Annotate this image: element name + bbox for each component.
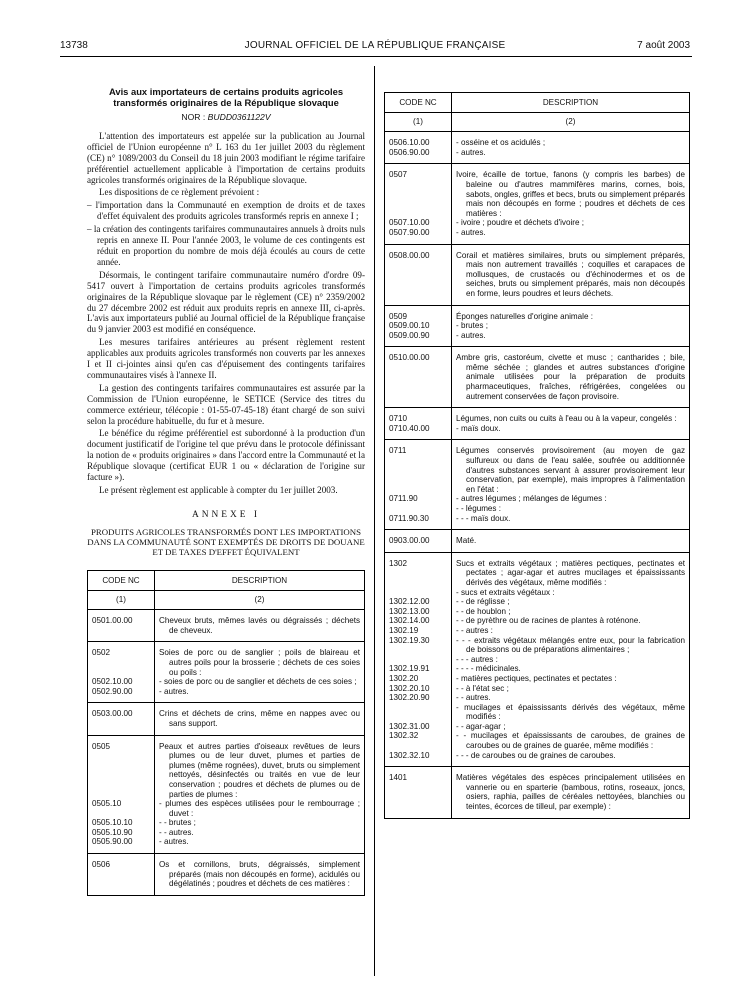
table-row — [385, 408, 690, 424]
nc-description-text: - - - maïs doux. — [456, 513, 511, 523]
nc-code — [385, 588, 452, 598]
nc-code: 1302.32.10 — [385, 751, 452, 767]
table-row — [88, 642, 365, 677]
nc-description — [452, 636, 690, 655]
journal-title: JOURNAL OFFICIEL DE LA RÉPUBLIQUE FRANÇAISE — [244, 40, 506, 51]
nc-description — [155, 642, 365, 677]
nc-description — [452, 504, 690, 514]
nc-description-text: Éponges naturelles d'origine animale : — [456, 311, 593, 321]
table-row — [385, 636, 690, 655]
nc-description — [155, 799, 365, 818]
nc-description-text: - - légumes : — [456, 504, 501, 513]
nc-description — [155, 854, 365, 896]
header-rule — [60, 56, 692, 57]
nc-description-text: - brutes ; — [456, 321, 488, 331]
description-header: DESCRIPTION — [452, 93, 690, 113]
nc-code: 0506.10.00 — [385, 132, 452, 148]
nc-code: 0502.90.00 — [88, 687, 155, 703]
table-row — [88, 677, 365, 687]
nc-description-text: - autres. — [159, 686, 189, 696]
table-header-row — [88, 571, 365, 591]
nc-code: 0509.00.90 — [385, 331, 452, 347]
table-subheader-row — [88, 590, 365, 610]
table-row — [88, 837, 365, 853]
nc-code — [385, 703, 452, 722]
table-row — [385, 607, 690, 617]
nc-description-text: - autres. — [456, 227, 486, 237]
table-row — [88, 854, 365, 896]
nc-description-text: - - agar-agar ; — [456, 721, 506, 731]
table-row — [385, 693, 690, 703]
table-row — [385, 132, 690, 148]
nc-description-text: - mucilages et épaississants dérivés des végétaux, même modifiés : — [456, 702, 685, 722]
nc-description — [155, 818, 365, 828]
code-nc-header: CODE NC — [88, 571, 155, 591]
annexe-title: ANNEXE I — [191, 509, 260, 520]
nc-code — [385, 504, 452, 514]
table-row — [385, 148, 690, 164]
avis-paragraph: La gestion des contingents tarifaires communautaires est assurée par la Commission de l'Union européenne, le SETICE (Service des titres du commerce extérieur, télécopie : 01-55-07-45-18) étant chargé de son suivi selon la procédure habituelle, du fur et à mesure. — [87, 382, 365, 426]
nc-description-text: - - brutes ; — [159, 818, 196, 828]
nc-description-text: - - autres : — [456, 625, 493, 635]
right-nc-table — [384, 92, 690, 819]
table-row — [88, 828, 365, 838]
table-row — [385, 530, 690, 553]
avis-paragraph: Désormais, le contingent tarifaire communautaire numéro d'ordre 09-5417 ouvert à l'importation de certains produits agricoles transformés originaires de la République slovaque par le règlement (CE) n° 2359/2002 du 27 décembre 2002 est réduit aux produits repris en annexe III, ci-après. L'avis aux importateurs publié au Journal officiel de la République française du 9 janvier 2003 est modifié en conséquence. — [87, 269, 365, 335]
nc-description — [452, 607, 690, 617]
nc-code: 0507.10.00 — [385, 218, 452, 228]
nc-description — [452, 321, 690, 331]
nc-code: 1302.14.00 — [385, 616, 452, 626]
nc-code: 0711 — [385, 440, 452, 494]
nc-description-text: - - - autres : — [456, 654, 498, 664]
table-row — [385, 588, 690, 598]
nc-description-text: Cheveux bruts, mêmes lavés ou dégraissés ; déchets de cheveux. — [159, 616, 360, 635]
avis-paragraph: Les dispositions de ce règlement prévoient : — [99, 187, 260, 198]
nc-code: 1302 — [385, 552, 452, 587]
avis-title — [87, 86, 365, 108]
nc-description-text: Matières végétales des espèces principalement utilisées en vannerie ou en sparterie (bambous, rotins, roseaux, joncs, osiers, raphia, pailles de céréales nettoyées, blanchies ou teintes, écorces de tilleul, par exemple) : — [456, 773, 685, 812]
column-number: (1) — [88, 590, 155, 610]
nc-code: 1302.13.00 — [385, 607, 452, 617]
avis-paragraph: Le présent règlement est applicable à compter du 1er juillet 2003. — [99, 485, 338, 495]
table-row — [385, 514, 690, 530]
nc-description — [155, 610, 365, 642]
table-row — [385, 722, 690, 732]
table-row — [88, 687, 365, 703]
table-row — [385, 424, 690, 440]
nc-description-text: - - à l'état sec ; — [456, 683, 509, 693]
nc-description — [452, 588, 690, 598]
nc-description — [452, 703, 690, 722]
nc-code: 0505.10.10 — [88, 818, 155, 828]
nc-code — [385, 655, 452, 665]
page-header — [60, 40, 690, 54]
nc-description — [452, 424, 690, 440]
avis-paragraph: L'attention des importateurs est appelée sur la publication au Journal officiel de l'Union européenne n° L 163 du 1er juillet 2003 du règlement (CE) n° 1089/2003 du Conseil du 18 juin 2003 modifiant le régime tarifaire préférentiel actuellement applicable à l'importation de certains produits agricoles transformés originaires de la République slovaque. — [87, 130, 365, 185]
avis-title-line-1: Avis aux importateurs de certains produits agricoles — [108, 86, 344, 97]
nc-description — [452, 244, 690, 305]
table-row — [385, 626, 690, 636]
nc-description-text: Légumes, non cuits ou cuits à l'eau ou à la vapeur, congelés : — [456, 414, 677, 424]
nc-description-text: Ambre gris, castoréum, civette et musc ; cantharides ; bile, même séchée ; glandes et autres substances d'origine animale utilisées pour la préparation de produits pharmaceutiques, fraîches, réfrigérées, congelées ou autrement conservées de façon provisoire. — [456, 353, 685, 401]
nc-code: 1302.20 — [385, 674, 452, 684]
nc-description — [452, 767, 690, 818]
nc-code: 0503.00.00 — [88, 703, 155, 735]
table-row — [385, 731, 690, 750]
nc-code: 0507.90.00 — [385, 228, 452, 244]
nc-code: 0903.00.00 — [385, 530, 452, 553]
nc-description — [452, 674, 690, 684]
table-row — [385, 164, 690, 218]
nc-description — [452, 664, 690, 674]
table-row — [88, 735, 365, 799]
table-row — [88, 703, 365, 735]
nc-description — [452, 494, 690, 504]
column-number: (1) — [385, 112, 452, 132]
nc-description-text: Légumes conservés provisoirement (au moyen de gaz sulfureux ou dans de l'eau salée, soufrée ou additionnée d'autres substances servant à assurer provisoirement leur conservation, par exemple), mais impropres à l'alimentation en l'état : — [456, 446, 685, 494]
nc-description-text: - autres. — [456, 147, 486, 157]
nc-code: 1302.20.10 — [385, 684, 452, 694]
nc-description — [155, 677, 365, 687]
nc-description — [155, 837, 365, 853]
table-row — [385, 655, 690, 665]
nc-description-text: Sucs et extraits végétaux ; matières pectiques, pectinates et pectates ; agar-agar et autres mucilages et épaississants dérivés des végétaux, même modifiés : — [456, 558, 685, 587]
table-row — [385, 228, 690, 244]
nc-code: 0502 — [88, 642, 155, 677]
nc-description — [452, 440, 690, 494]
nc-description-text: - - - extraits végétaux mélangés entre eux, pour la fabrication de boissons ou de préparations alimentaires ; — [456, 635, 685, 655]
nc-code: 0502.10.00 — [88, 677, 155, 687]
nc-description — [452, 693, 690, 703]
nc-description-text: - - - - médicinales. — [456, 664, 521, 674]
nc-description — [452, 132, 690, 148]
table-row — [385, 767, 690, 818]
nc-code: 0507 — [385, 164, 452, 218]
nor-code: BUDD0361122V — [207, 112, 271, 122]
table-row — [88, 799, 365, 818]
nc-description-text: Peaux et autres parties d'oiseaux revêtues de leurs plumes ou de leur duvet, plumes et parties de plumes (même rognées), duvet, bruts ou simplement nettoyés, désinfectés ou traités en vue de leur conservation ; poudres et déchets de plumes ou de parties de plumes : — [159, 741, 360, 799]
nc-code: 0506.90.00 — [385, 148, 452, 164]
table-row — [385, 597, 690, 607]
nc-code: 0505.10.90 — [88, 828, 155, 838]
table-row — [88, 818, 365, 828]
nc-code: 1302.12.00 — [385, 597, 452, 607]
table-row — [385, 331, 690, 347]
table-row — [385, 305, 690, 321]
nc-description-text: - maïs doux. — [456, 423, 501, 433]
table-row — [385, 684, 690, 694]
nc-description — [452, 722, 690, 732]
nc-description — [452, 305, 690, 321]
nc-description — [452, 530, 690, 553]
nc-description — [452, 408, 690, 424]
nc-description — [452, 228, 690, 244]
nc-description-text: - - autres. — [456, 693, 491, 703]
nc-code: 0506 — [88, 854, 155, 896]
nc-code: 1302.32 — [385, 731, 452, 750]
annexe-description: PRODUITS AGRICOLES TRANSFORMÉS DONT LES IMPORTATIONS DANS LA COMMUNAUTÉ SONT EXEMPTÉS DE DROITS DE DOUANE ET DE TAXES D'EFFET ÉQUIVALENT — [87, 526, 365, 558]
nc-description — [155, 735, 365, 799]
nc-description — [452, 218, 690, 228]
table-row — [385, 440, 690, 494]
nc-code: 1302.20.90 — [385, 693, 452, 703]
table-row — [385, 703, 690, 722]
code-nc-header: CODE NC — [385, 93, 452, 113]
nc-description-text: Corail et matières similaires, bruts ou simplement préparés, mais non autrement travaillés ; coquilles et carapaces de mollusques, de crustacés ou d'échinodermes et os de seiches, bruts ou simplement préparés, mais non découpés en forme, leurs poudres et leurs déchets. — [456, 250, 685, 298]
table-header-row — [385, 93, 690, 113]
table-row — [385, 321, 690, 331]
column-number: (2) — [452, 112, 690, 132]
table-row — [385, 218, 690, 228]
nc-description — [155, 828, 365, 838]
avis-paragraph: Les mesures tarifaires antérieures au présent règlement restent applicables aux produits agricoles transformés non couverts par les annexes I et II ci-jointes ainsi qu'en cas d'épuisement des contingents tarifaires communautaires visés à l'annexe II. — [87, 337, 365, 380]
nc-description — [452, 616, 690, 626]
nc-code: 1302.19 — [385, 626, 452, 636]
nc-code: 0711.90 — [385, 494, 452, 504]
issue-date: 7 août 2003 — [637, 40, 690, 51]
nc-description — [452, 552, 690, 587]
nc-code: 0509.00.10 — [385, 321, 452, 331]
nc-description-text: - soies de porc ou de sanglier et déchets de ces soies ; — [159, 677, 357, 687]
nc-description — [452, 347, 690, 408]
nc-description — [452, 684, 690, 694]
nc-description-text: - - autres. — [159, 827, 194, 837]
nor-label: NOR : — [181, 112, 206, 122]
nc-description-text: Soies de porc ou de sanglier ; poils de blaireau et autres poils pour la brosserie ; déchets de ces soies ou poils : — [159, 648, 360, 677]
nc-description-text: - - de réglisse ; — [456, 597, 510, 607]
nc-code: 0501.00.00 — [88, 610, 155, 642]
table-row — [385, 674, 690, 684]
table-row — [385, 552, 690, 587]
table-row — [385, 751, 690, 767]
nc-description-text: - - de houblon ; — [456, 606, 511, 616]
nc-code: 1302.31.00 — [385, 722, 452, 732]
nc-code: 1302.19.30 — [385, 636, 452, 655]
nc-description-text: Maté. — [456, 536, 477, 546]
nc-description — [452, 751, 690, 767]
table-row — [385, 244, 690, 305]
nc-description — [452, 164, 690, 218]
table-row — [385, 347, 690, 408]
nc-code: 0508.00.00 — [385, 244, 452, 305]
nc-description-text: - osséine et os acidulés ; — [456, 138, 546, 148]
avis-dash-item: – l'importation dans la Communauté en exemption de droits et de taxes d'effet équivalent des produits agricoles transformés repris en annexe I ; — [87, 200, 365, 222]
nor-reference — [87, 112, 365, 123]
nc-description-text: - - de pyrèthre ou de racines de plantes à roténone. — [456, 616, 641, 626]
nc-description-text: Crins et déchets de crins, même en nappes avec ou sans support. — [159, 709, 360, 728]
nc-description — [452, 731, 690, 750]
nc-code: 1302.19.91 — [385, 664, 452, 674]
nc-description-text: - plumes des espèces utilisées pour le rembourrage ; duvet : — [159, 799, 360, 818]
page-number: 13738 — [60, 40, 88, 51]
nc-code: 0505.90.00 — [88, 837, 155, 853]
nc-code: 0710.40.00 — [385, 424, 452, 440]
column-number: (2) — [155, 590, 365, 610]
table-row — [88, 610, 365, 642]
nc-code: 0505 — [88, 735, 155, 799]
column-divider — [374, 66, 375, 976]
nc-code: 0505.10 — [88, 799, 155, 818]
nc-description-text: Ivoire, écaille de tortue, fanons (y compris les barbes) de baleine ou d'autres mammifères marins, cornes, bois, sabots, ongles, griffes et becs, bruts ou simplement préparés mais non découpés en forme ; poudres et déchets de ces matières : — [456, 170, 685, 218]
table-row — [385, 616, 690, 626]
nc-description — [452, 626, 690, 636]
nc-description — [155, 703, 365, 735]
nc-description — [452, 655, 690, 665]
nc-code: 1401 — [385, 767, 452, 818]
nc-description-text: - autres légumes ; mélanges de légumes : — [456, 494, 607, 504]
nc-description-text: Os et cornillons, bruts, dégraissés, simplement préparés (mais non découpés en forme), acidulés ou dégélatinés ; poudres et déchets de ces matières : — [159, 860, 360, 889]
nc-description-text: - autres. — [159, 837, 189, 847]
avis-title-line-2: transformés originaires de la République slovaque — [113, 97, 339, 108]
nc-description — [452, 514, 690, 530]
left-column — [87, 86, 365, 566]
nc-description-text: - sucs et extraits végétaux : — [456, 587, 555, 597]
nc-description-text: - autres. — [456, 330, 486, 340]
nc-description — [155, 687, 365, 703]
nc-description-text: - - - de caroubes ou de graines de caroubes. — [456, 750, 616, 760]
nc-description-text: - - mucilages et épaississants de caroubes, de graines de caroubes ou de graines de guarée, même modifiés : — [456, 731, 685, 751]
left-nc-table — [87, 570, 365, 896]
table-row — [385, 494, 690, 504]
nc-code: 0510.00.00 — [385, 347, 452, 408]
avis-paragraph: Le bénéfice du régime préférentiel est subordonné à la production d'un document justificatif de l'origine tel que prévu dans le protocole définissant la notion de « produits originaires » dans l'accord entre la Communauté et la République slovaque (certificat EUR 1 ou « déclaration de l'origine sur facture »). — [87, 428, 365, 483]
nc-code: 0711.90.30 — [385, 514, 452, 530]
description-header: DESCRIPTION — [155, 571, 365, 591]
nc-description — [452, 331, 690, 347]
nc-code: 0710 — [385, 408, 452, 424]
nc-description-text: - ivoire ; poudre et déchets d'ivoire ; — [456, 218, 584, 228]
avis-dash-item: – la création des contingents tarifaires communautaires annuels à droits nuls repris en annexe II. Pour l'année 2003, le volume de ces contingents est réduit en proportion du nombre de mois déjà écoulés au cours de cette année. — [87, 224, 365, 267]
nc-description — [452, 148, 690, 164]
nc-description — [452, 597, 690, 607]
nc-description-text: - matières pectiques, pectinates et pectates : — [456, 673, 617, 683]
nc-code: 0509 — [385, 305, 452, 321]
table-row — [385, 664, 690, 674]
table-subheader-row — [385, 112, 690, 132]
table-row — [385, 504, 690, 514]
